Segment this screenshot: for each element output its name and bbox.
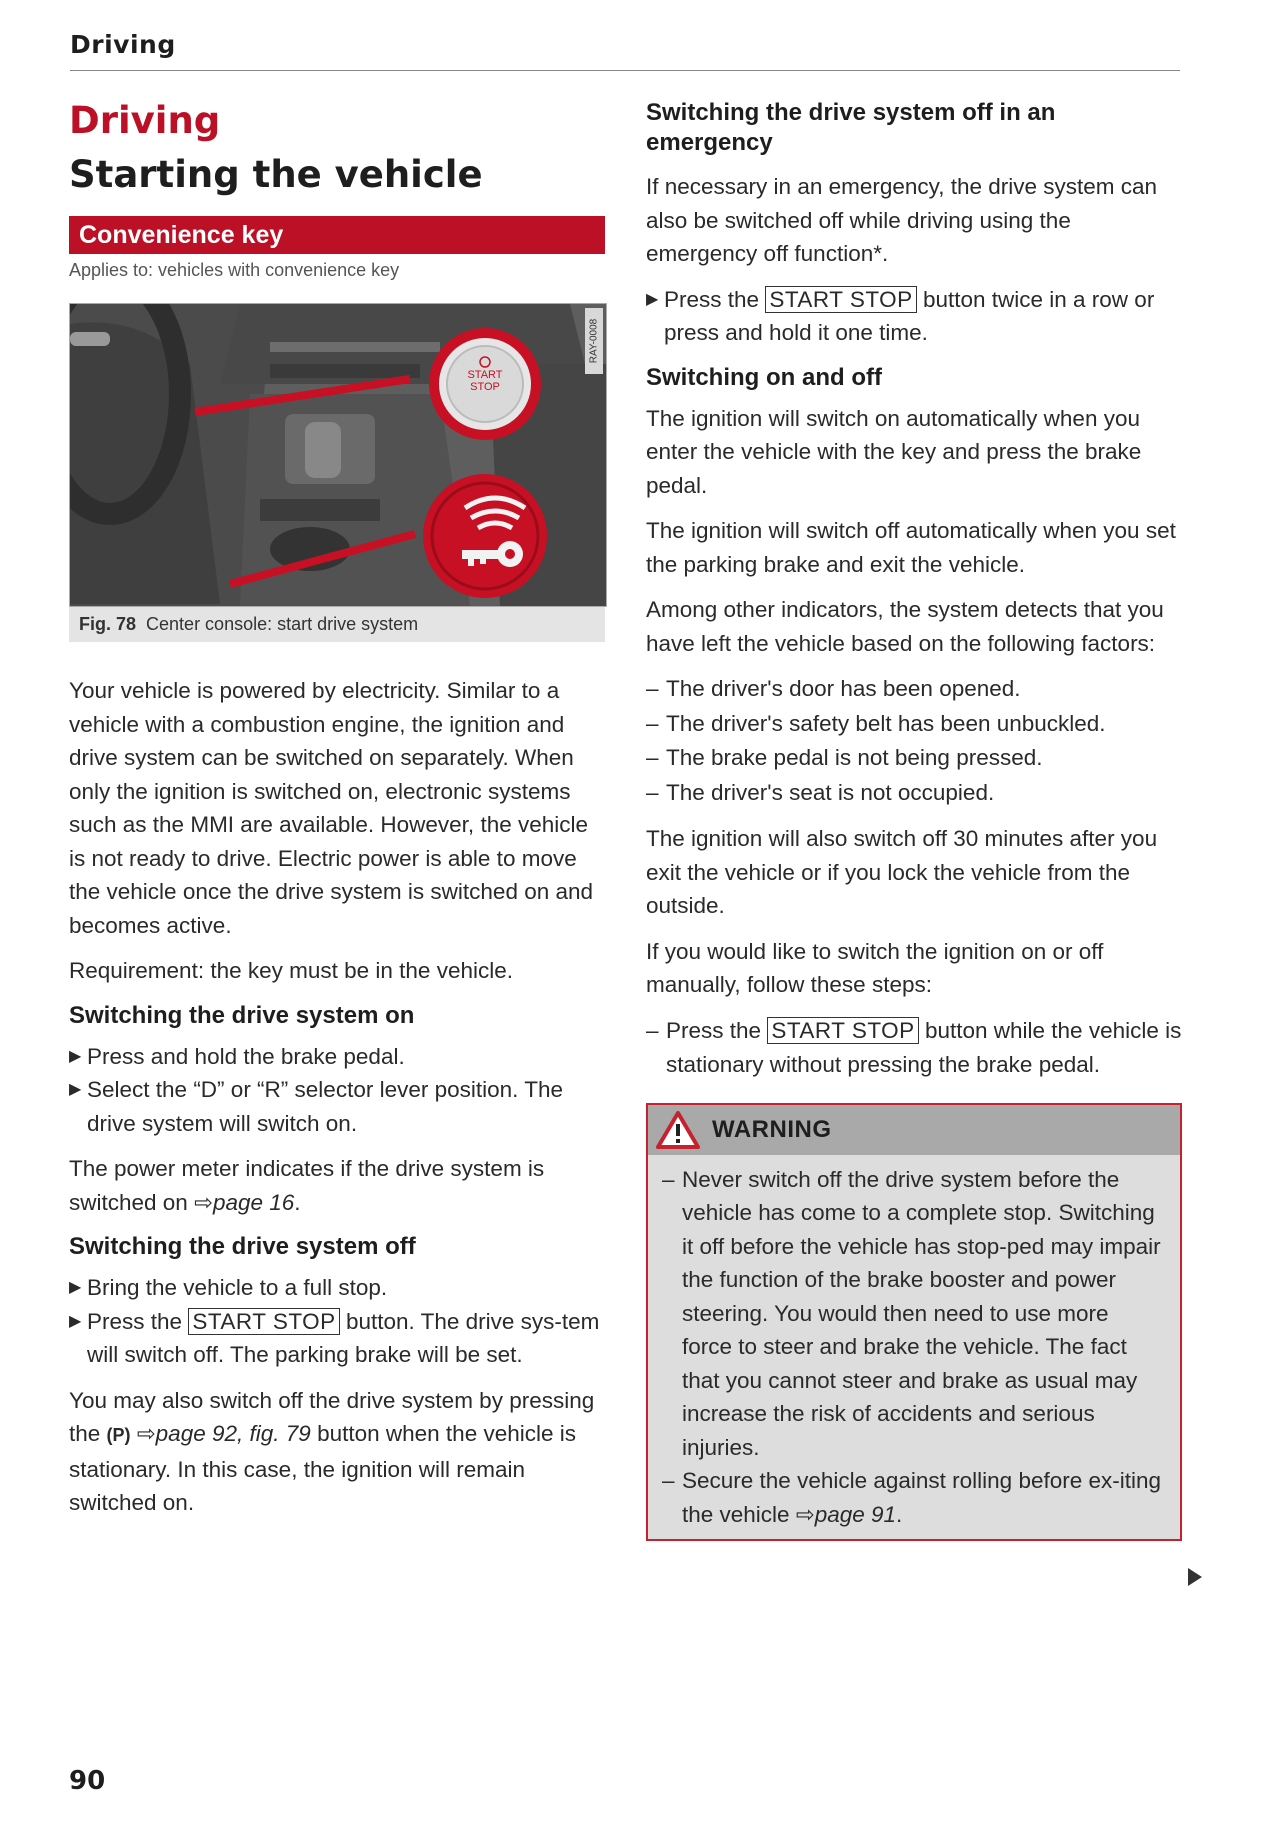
warning-item-end: .: [896, 1501, 903, 1527]
power-meter-paragraph: The power meter indicates if the drive system is switched on ⇨page 16.: [69, 1156, 545, 1215]
start-stop-key-label: START STOP: [767, 1017, 918, 1044]
warning-title: WARNING: [712, 1115, 832, 1143]
step-text-post: button. The drive sys-tem will switch off. The parking brake will be set.: [87, 1308, 600, 1367]
list-item-text: The driver's door has been opened.: [666, 676, 1021, 701]
bullet-arrow-icon: ▶: [69, 1312, 82, 1330]
page-reference[interactable]: page 91: [814, 1501, 897, 1527]
park-button-paragraph: [69, 1384, 605, 1520]
running-header-title: Driving: [70, 30, 176, 59]
warning-body: [648, 1155, 1180, 1540]
list-item: [646, 1014, 1182, 1083]
ref-arrow-icon: ⇨: [795, 1501, 815, 1527]
list-item: [646, 707, 1182, 742]
manual-intro-paragraph: If you would like to switch the ignition on or off manually, follow these steps:: [646, 938, 1104, 997]
step-item: [646, 283, 1182, 350]
start-button-label-1: START: [467, 369, 503, 381]
page-reference[interactable]: page 16: [212, 1189, 295, 1215]
list-item-text: The brake pedal is not being pressed.: [666, 745, 1043, 770]
step-text-pre: Press the: [87, 1308, 183, 1334]
park-text-pre: You may also switch off the drive system by pressing the: [69, 1387, 595, 1446]
step-text: Bring the vehicle to a full stop.: [87, 1275, 388, 1300]
step-text: Select the “D” or “R” selector lever position. The drive system will switch on.: [87, 1077, 564, 1136]
park-button-icon: (P): [106, 1425, 131, 1445]
dash-mark: –: [662, 1166, 675, 1192]
bullet-arrow-icon: ▶: [646, 290, 659, 308]
dash-mark: –: [646, 745, 659, 770]
heading-on-off: Switching on and off: [646, 363, 882, 391]
running-header: [70, 30, 1180, 71]
auto-off-paragraph: The ignition will also switch off 30 minutes after you exit the vehicle or if you lock the vehicle from the outside.: [646, 826, 1158, 918]
ref-arrow-icon: ⇨: [194, 1189, 213, 1215]
step-text: Press and hold the brake pedal.: [87, 1043, 405, 1069]
figure-caption: [69, 607, 605, 642]
heading-switch-on: Switching the drive system on: [69, 1001, 415, 1029]
warning-item: [662, 1464, 1164, 1531]
warning-triangle-icon: [656, 1111, 700, 1149]
step-item: [69, 1073, 605, 1140]
ignition-on-paragraph: The ignition will switch on automatically when you enter the vehicle with the key and press the brake pedal.: [646, 405, 1142, 498]
warning-item: [662, 1163, 1164, 1465]
applies-note: Applies to: vehicles with convenience key: [69, 260, 400, 280]
list-item: [646, 672, 1182, 707]
park-text-post: button when the vehicle is stationary. In this case, the ignition will remain switched on.: [69, 1421, 576, 1515]
step-item: [69, 1040, 605, 1074]
list-item: [646, 776, 1182, 811]
figure-id-text: RAY-0008: [588, 318, 600, 364]
left-column: [69, 98, 605, 1520]
section-title: Starting the vehicle: [69, 153, 483, 196]
dash-mark: –: [646, 676, 659, 701]
list-item-text-pre: Press the: [666, 1017, 762, 1043]
warning-item-text: Never switch off the drive system before the vehicle has come to a complete stop. Switching it off before the vehicle has stop-ped may impair the function of the brake booster and power steering. You would then need to use more force to steer and brake the vehicle. The fact that you cannot steer and brake as usual may increase the risk of accidents and serious injuries.: [682, 1166, 1161, 1460]
list-item-text: The driver's seat is not occupied.: [666, 779, 995, 805]
dash-mark: –: [646, 1017, 659, 1043]
list-item-text-post: button while the vehicle is stationary without pressing the brake pedal.: [666, 1017, 1182, 1077]
step-text-post: button twice in a row or press and hold it one time.: [664, 286, 1155, 345]
chapter-title: Driving: [69, 99, 221, 142]
figure-caption-text: Center console: start drive system: [146, 614, 419, 634]
intro-paragraph: Your vehicle is powered by electricity. Similar to a vehicle with a combustion engine, the ignition and drive system can be switched on separately. When only the ignition is switched on, electronic systems such as the MMI are available. However, the vehicle is not ready to drive. Electric power is able to move the vehicle once the drive system is switched on and becomes active.: [69, 678, 594, 938]
page-reference[interactable]: page 92, fig. 79: [155, 1421, 311, 1446]
start-stop-key-label: START STOP: [765, 286, 916, 313]
start-stop-key-label: START STOP: [188, 1308, 339, 1335]
step-item: [69, 1305, 605, 1372]
step-item: [69, 1271, 605, 1305]
heading-switch-off: Switching the drive system off: [69, 1233, 416, 1260]
list-item: [646, 741, 1182, 776]
bullet-arrow-icon: ▶: [69, 1047, 82, 1065]
requirement-paragraph: Requirement: the key must be in the vehicle.: [69, 958, 513, 983]
figure-caption-label: Fig. 78: [79, 614, 137, 634]
list-item-text: The driver's safety belt has been unbuckled.: [666, 710, 1106, 736]
step-text-pre: Press the: [664, 286, 760, 312]
right-column: [646, 98, 1182, 1541]
bullet-arrow-icon: ▶: [69, 1279, 82, 1296]
emergency-paragraph: If necessary in an emergency, the drive system can also be switched off while driving using the emergency off function*.: [646, 174, 1158, 266]
dash-mark: –: [662, 1468, 675, 1493]
figure-id-tag: [585, 308, 603, 374]
continue-arrow-icon: [1188, 1568, 1202, 1586]
warning-box: [646, 1103, 1182, 1542]
factors-intro-paragraph: Among other indicators, the system detects that you have left the vehicle based on the following factors:: [646, 597, 1164, 656]
figure-78: [69, 303, 607, 607]
page-number: 90: [69, 1766, 106, 1796]
ignition-off-paragraph: The ignition will switch off automatically when you set the parking brake and exit the vehicle.: [646, 518, 1176, 577]
start-button-label-2: STOP: [470, 381, 500, 393]
dash-mark: –: [646, 710, 659, 736]
warning-item-text: Secure the vehicle against rolling before ex-iting the vehicle: [682, 1468, 1162, 1527]
bullet-arrow-icon: ▶: [69, 1081, 82, 1098]
heading-emergency: Switching the drive system off in an emergency: [646, 99, 1056, 156]
center-console-illustration: [70, 304, 606, 606]
dash-mark: –: [646, 779, 659, 805]
ref-arrow-icon: ⇨: [136, 1421, 156, 1446]
topic-bar: Convenience key: [69, 216, 605, 254]
warning-header: [648, 1105, 1180, 1155]
power-meter-text: The power meter indicates if the drive system is switched on: [69, 1156, 545, 1215]
